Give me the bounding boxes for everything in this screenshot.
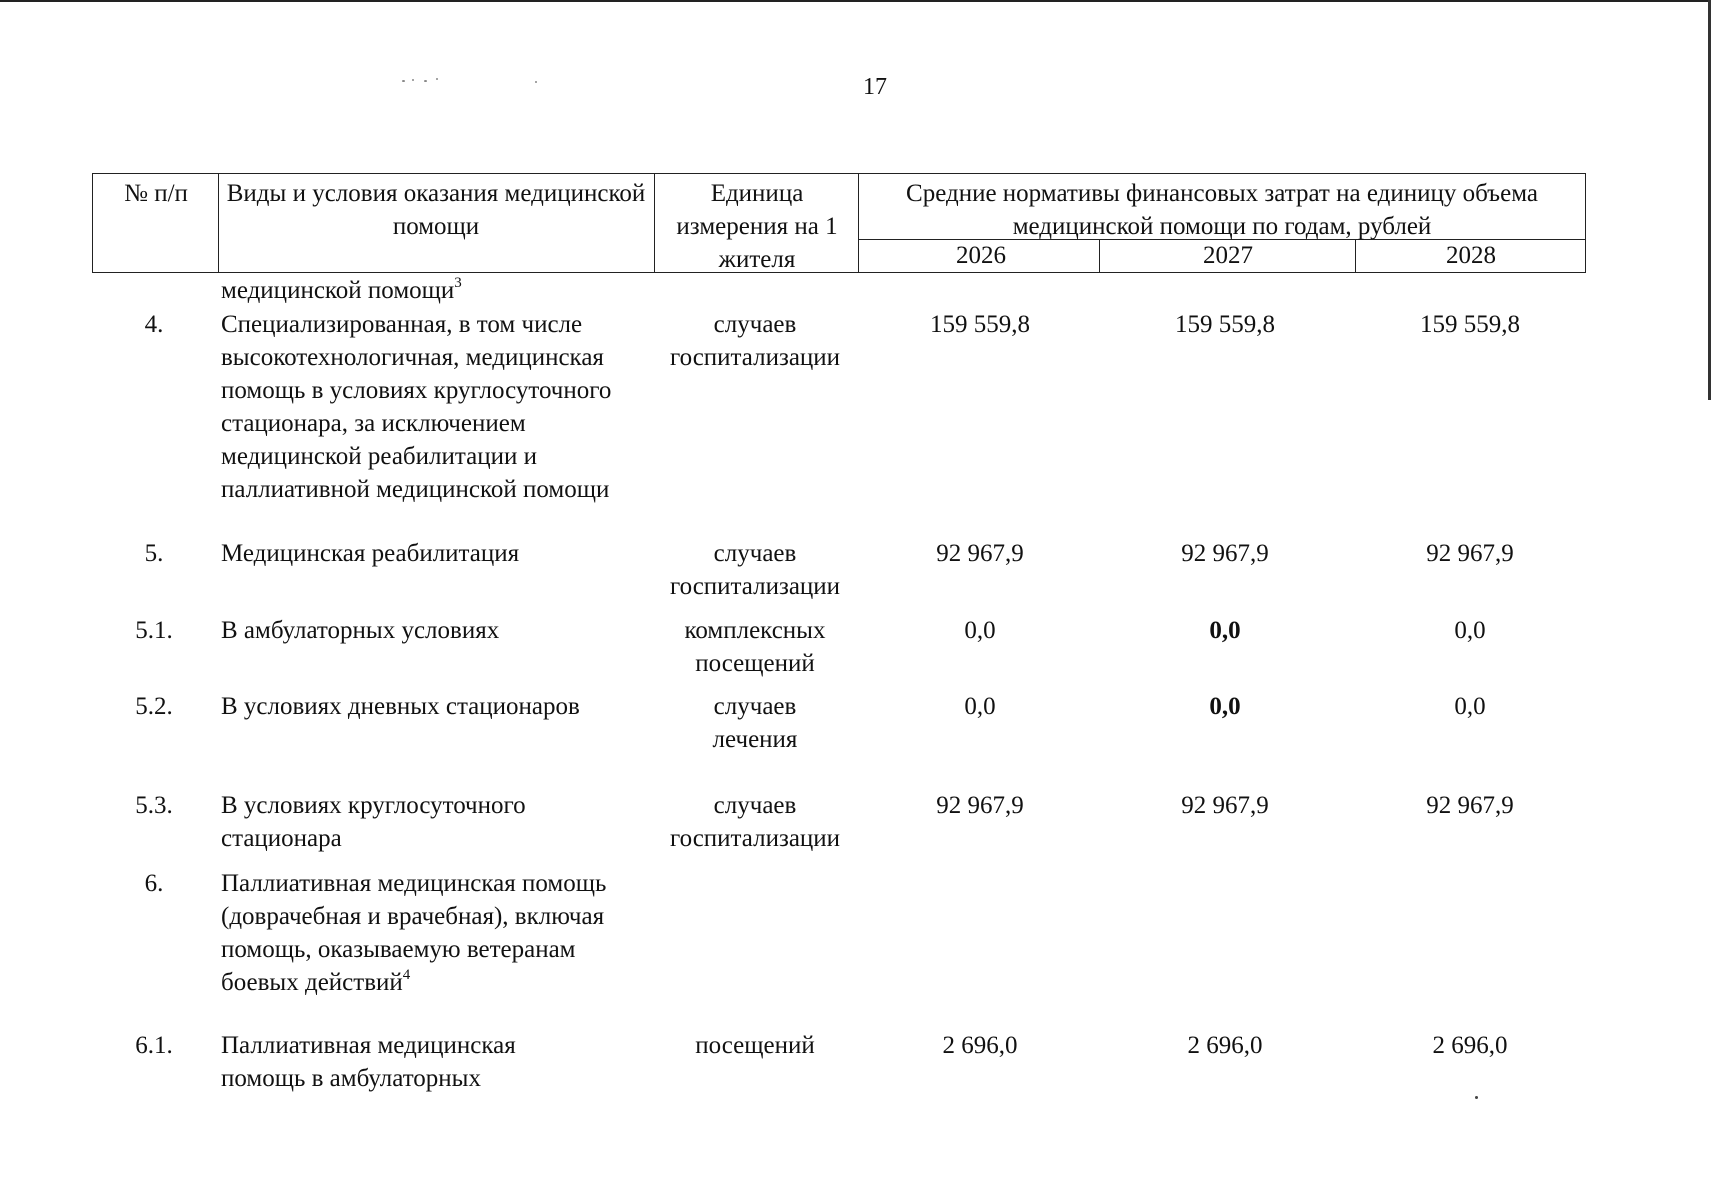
row-value-2026: 0,0: [964, 617, 996, 644]
page-top-border: [0, 0, 1711, 2]
header-year-2028: 2028: [1446, 242, 1496, 269]
row-value-2028: 0,0: [1454, 617, 1486, 644]
row-value-2027: 92 967,9: [1181, 792, 1269, 819]
table-header: [92, 173, 1586, 273]
header-col-costs: Средние нормативы финансовых затрат на единицу объема медицинской помощи по годам, рублей: [906, 180, 1538, 240]
header-year-2026: 2026: [956, 242, 1006, 269]
row-number: 5.: [144, 540, 164, 567]
row-unit: случаев госпитализации: [669, 311, 841, 371]
header-divider: [1355, 239, 1356, 272]
row-name: Паллиативная медицинская помощь в амбулаторных: [221, 1032, 516, 1092]
row-value-2026: 159 559,8: [930, 311, 1030, 338]
row-unit: комплексных посещений: [684, 617, 826, 677]
row-value-2026: 2 696,0: [942, 1032, 1018, 1059]
row-value-2028: 92 967,9: [1426, 540, 1514, 567]
row-value-2027: 0,0: [1209, 693, 1241, 720]
row-number: 5.3.: [135, 792, 173, 819]
row-unit: случаев лечения: [712, 693, 798, 753]
row-value-2027: 0,0: [1209, 617, 1241, 644]
scan-speck: [1475, 1096, 1478, 1099]
row-number: 5.1.: [135, 617, 173, 644]
row-name: Специализированная, в том числе высокотехнологичная, медицинская помощь в условиях круглосуточного стационара, за исключением медицинской реабилитации и паллиативной медицинской помощи: [221, 311, 612, 503]
header-col-num: № п/п: [124, 180, 188, 207]
row-name: В условиях дневных стационаров: [221, 693, 580, 720]
header-divider: [654, 174, 655, 272]
row-name: В амбулаторных условиях: [221, 617, 500, 644]
row-number: 6.1.: [135, 1032, 173, 1059]
row-unit: случаев госпитализации: [669, 792, 841, 852]
row-name: Медицинская реабилитация: [221, 540, 520, 567]
header-divider: [218, 174, 219, 272]
row-unit: посещений: [695, 1032, 815, 1059]
row-value-2026: 0,0: [964, 693, 996, 720]
row-value-2027: 159 559,8: [1175, 311, 1275, 338]
header-year-2027: 2027: [1203, 242, 1253, 269]
footnote-ref: 4: [402, 966, 411, 983]
row-value-2028: 92 967,9: [1426, 792, 1514, 819]
row-value-2026: 92 967,9: [936, 792, 1024, 819]
footnote-ref: 3: [454, 274, 462, 291]
row-value-2027: 2 696,0: [1187, 1032, 1263, 1059]
row-value-2028: 0,0: [1454, 693, 1486, 720]
header-divider: [858, 174, 859, 272]
row-value-2027: 92 967,9: [1181, 540, 1269, 567]
row-number: 5.2.: [135, 693, 173, 720]
row-name: Паллиативная медицинская помощь (доврачебная и врачебная), включая помощь, оказываемую ветеранам боевых действий$^4$: [221, 870, 607, 996]
page-number: 17: [863, 74, 887, 100]
row-number: 4.: [144, 311, 164, 338]
row-unit: случаев госпитализации: [669, 540, 841, 600]
row-name: В условиях круглосуточного стационара: [221, 792, 526, 852]
continuation-text: медицинской помощи$^3$: [221, 274, 462, 304]
header-col-unit: Единица измерения на 1 жителя: [676, 180, 838, 273]
header-col-name: Виды и условия оказания медицинской помощи: [226, 180, 646, 240]
row-value-2026: 92 967,9: [936, 540, 1024, 567]
header-divider: [1099, 239, 1100, 272]
row-number: 6.: [144, 870, 164, 897]
row-value-2028: 159 559,8: [1420, 311, 1520, 338]
row-value-2028: 2 696,0: [1432, 1032, 1508, 1059]
